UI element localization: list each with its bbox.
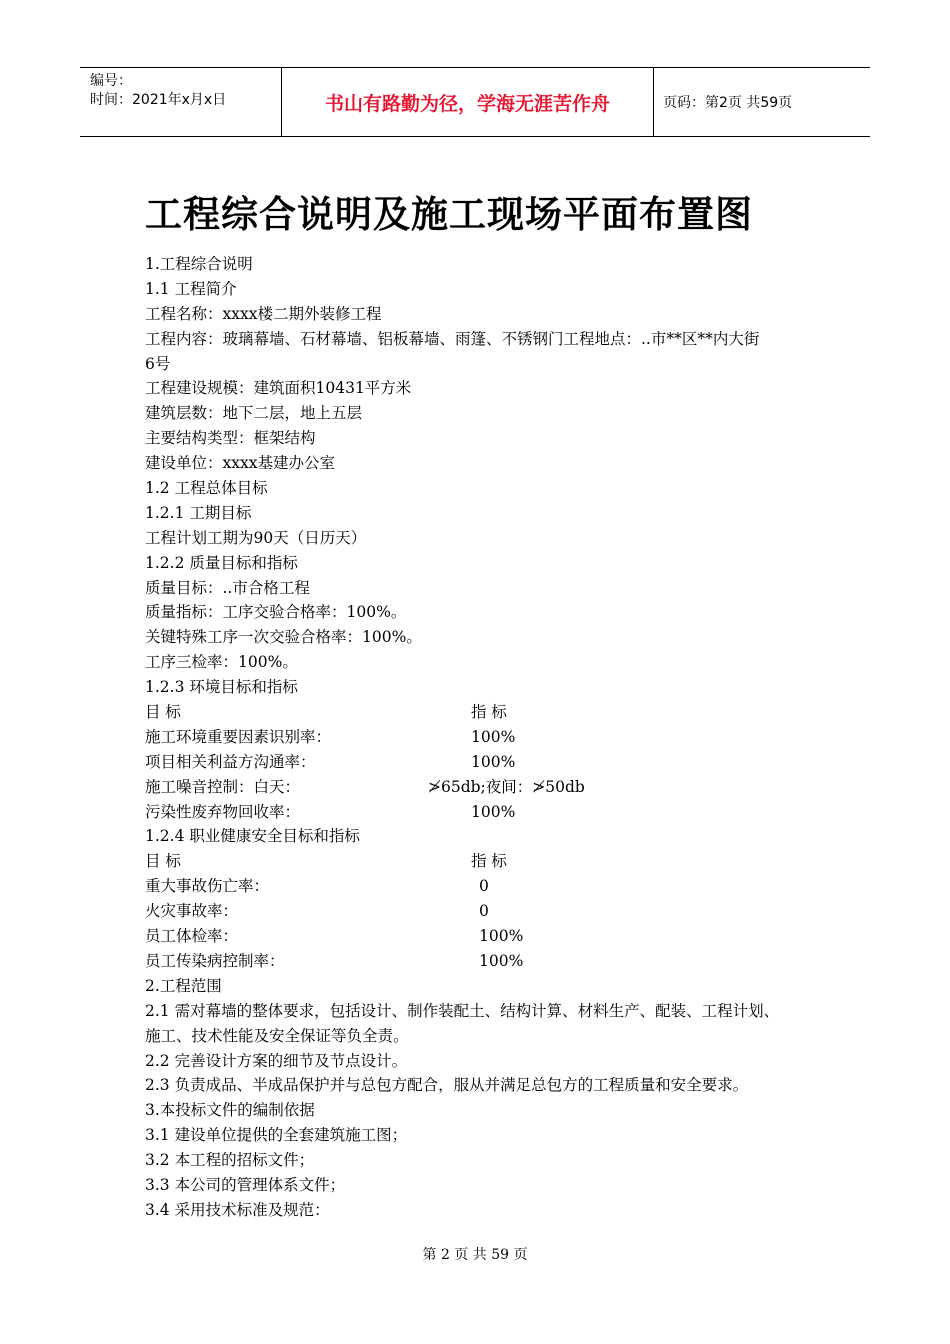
table-row (145, 725, 815, 750)
row-label: 目 标 (145, 852, 181, 871)
header-motto: 书山有路勤为径，学海无涯苦作舟 (282, 68, 654, 136)
row-value: ≯65db;夜间：≯50db (428, 777, 585, 796)
row-label: 员工体检率： (145, 927, 239, 946)
text-line: 1.2 工程总体目标 (145, 479, 268, 498)
header-meta (80, 68, 282, 136)
header-time: 时间：2021年x月x日 (90, 92, 227, 108)
row-label: 重大事故伤亡率： (145, 877, 270, 896)
row-label: 施工环境重要因素识别率： (145, 727, 332, 746)
safety-targets-table (145, 849, 815, 973)
text-line: 工程计划工期为90天（日历天） (145, 528, 367, 547)
text-line: 主要结构类型：框架结构 (145, 429, 316, 448)
section-overview (145, 252, 815, 700)
text-line: 质量指标：工序交验合格率：100%。 (145, 603, 407, 622)
page-footer: 第 2 页 共 59 页 (422, 1247, 528, 1263)
safety-heading: 1.2.4 职业健康安全目标和指标 (145, 827, 360, 846)
text-line: 建设单位：xxxx基建办公室 (145, 454, 335, 473)
text-line: 2.2 完善设计方案的细节及节点设计。 (145, 1051, 408, 1070)
row-label: 项目相关利益方沟通率： (145, 752, 316, 771)
text-line: 工程建设规模：建筑面积10431平方米 (145, 379, 412, 398)
row-value: 指 标 (471, 852, 507, 871)
table-row (145, 700, 815, 725)
row-value: 100% (479, 927, 524, 946)
page-header (80, 67, 870, 137)
text-line: 1.2.2 质量目标和指标 (145, 553, 298, 572)
row-value: 100% (471, 802, 516, 821)
table-row (145, 775, 815, 800)
text-line: 3.1 建设单位提供的全套建筑施工图； (145, 1126, 408, 1145)
text-line: 1.工程综合说明 (145, 255, 253, 273)
text-line: 质量目标：..市合格工程 (145, 578, 310, 597)
text-line: 1.1 工程简介 (145, 279, 237, 298)
table-row (145, 800, 815, 825)
row-value: 100% (479, 951, 524, 970)
table-row (145, 899, 815, 924)
table-row (145, 949, 815, 974)
text-line: 建筑层数：地下二层，地上五层 (145, 404, 363, 423)
table-row (145, 924, 815, 949)
table-row (145, 874, 815, 899)
row-value: 指 标 (471, 703, 507, 722)
text-line: 2.工程范围 (145, 976, 222, 995)
row-value: 0 (479, 877, 489, 896)
text-line: 3.3 本公司的管理体系文件； (145, 1175, 346, 1194)
header-number: 编号： (90, 73, 132, 89)
text-line: 6号 (145, 354, 171, 373)
text-line: 工程内容：玻璃幕墙、石材幕墙、铝板幕墙、雨篷、不锈钢门工程地点：..市**区**内大街 (145, 329, 760, 348)
header-page-info: 页码：第2页 共59页 (663, 95, 793, 111)
row-value: 100% (471, 752, 516, 771)
text-line: 1.2.1 工期目标 (145, 503, 252, 522)
environment-targets-table (145, 700, 815, 824)
text-line: 3.2 本工程的招标文件； (145, 1151, 315, 1170)
text-line: 1.2.3 环境目标和指标 (145, 678, 298, 697)
row-label: 员工传染病控制率： (145, 951, 285, 970)
row-label: 施工噪音控制：白天： (145, 777, 301, 796)
text-line: 2.1 需对幕墙的整体要求，包括设计、制作装配土、结构计算、材料生产、配装、工程计划、 (145, 1001, 780, 1020)
row-value: 100% (471, 727, 516, 746)
row-label: 火灾事故率： (145, 902, 239, 921)
row-value: 0 (479, 902, 489, 921)
document-body (145, 252, 815, 1223)
section-scope (145, 974, 815, 1223)
document-title: 工程综合说明及施工现场平面布置图 (145, 193, 753, 236)
table-row (145, 750, 815, 775)
text-line: 关键特殊工序一次交验合格率：100%。 (145, 628, 422, 647)
row-label: 目 标 (145, 703, 181, 722)
text-line: 工程名称：xxxx楼二期外装修工程 (145, 304, 382, 323)
table-row (145, 849, 815, 874)
text-line: 施工、技术性能及安全保证等负全责。 (145, 1026, 409, 1045)
text-line: 3.本投标文件的编制依据 (145, 1101, 315, 1120)
text-line: 2.3 负责成品、半成品保护并与总包方配合，服从并满足总包方的工程质量和安全要求。 (145, 1076, 749, 1095)
row-label: 污染性废弃物回收率： (145, 802, 301, 821)
text-line: 工序三检率：100%。 (145, 653, 298, 672)
text-line: 3.4 采用技术标准及规范： (145, 1200, 330, 1219)
